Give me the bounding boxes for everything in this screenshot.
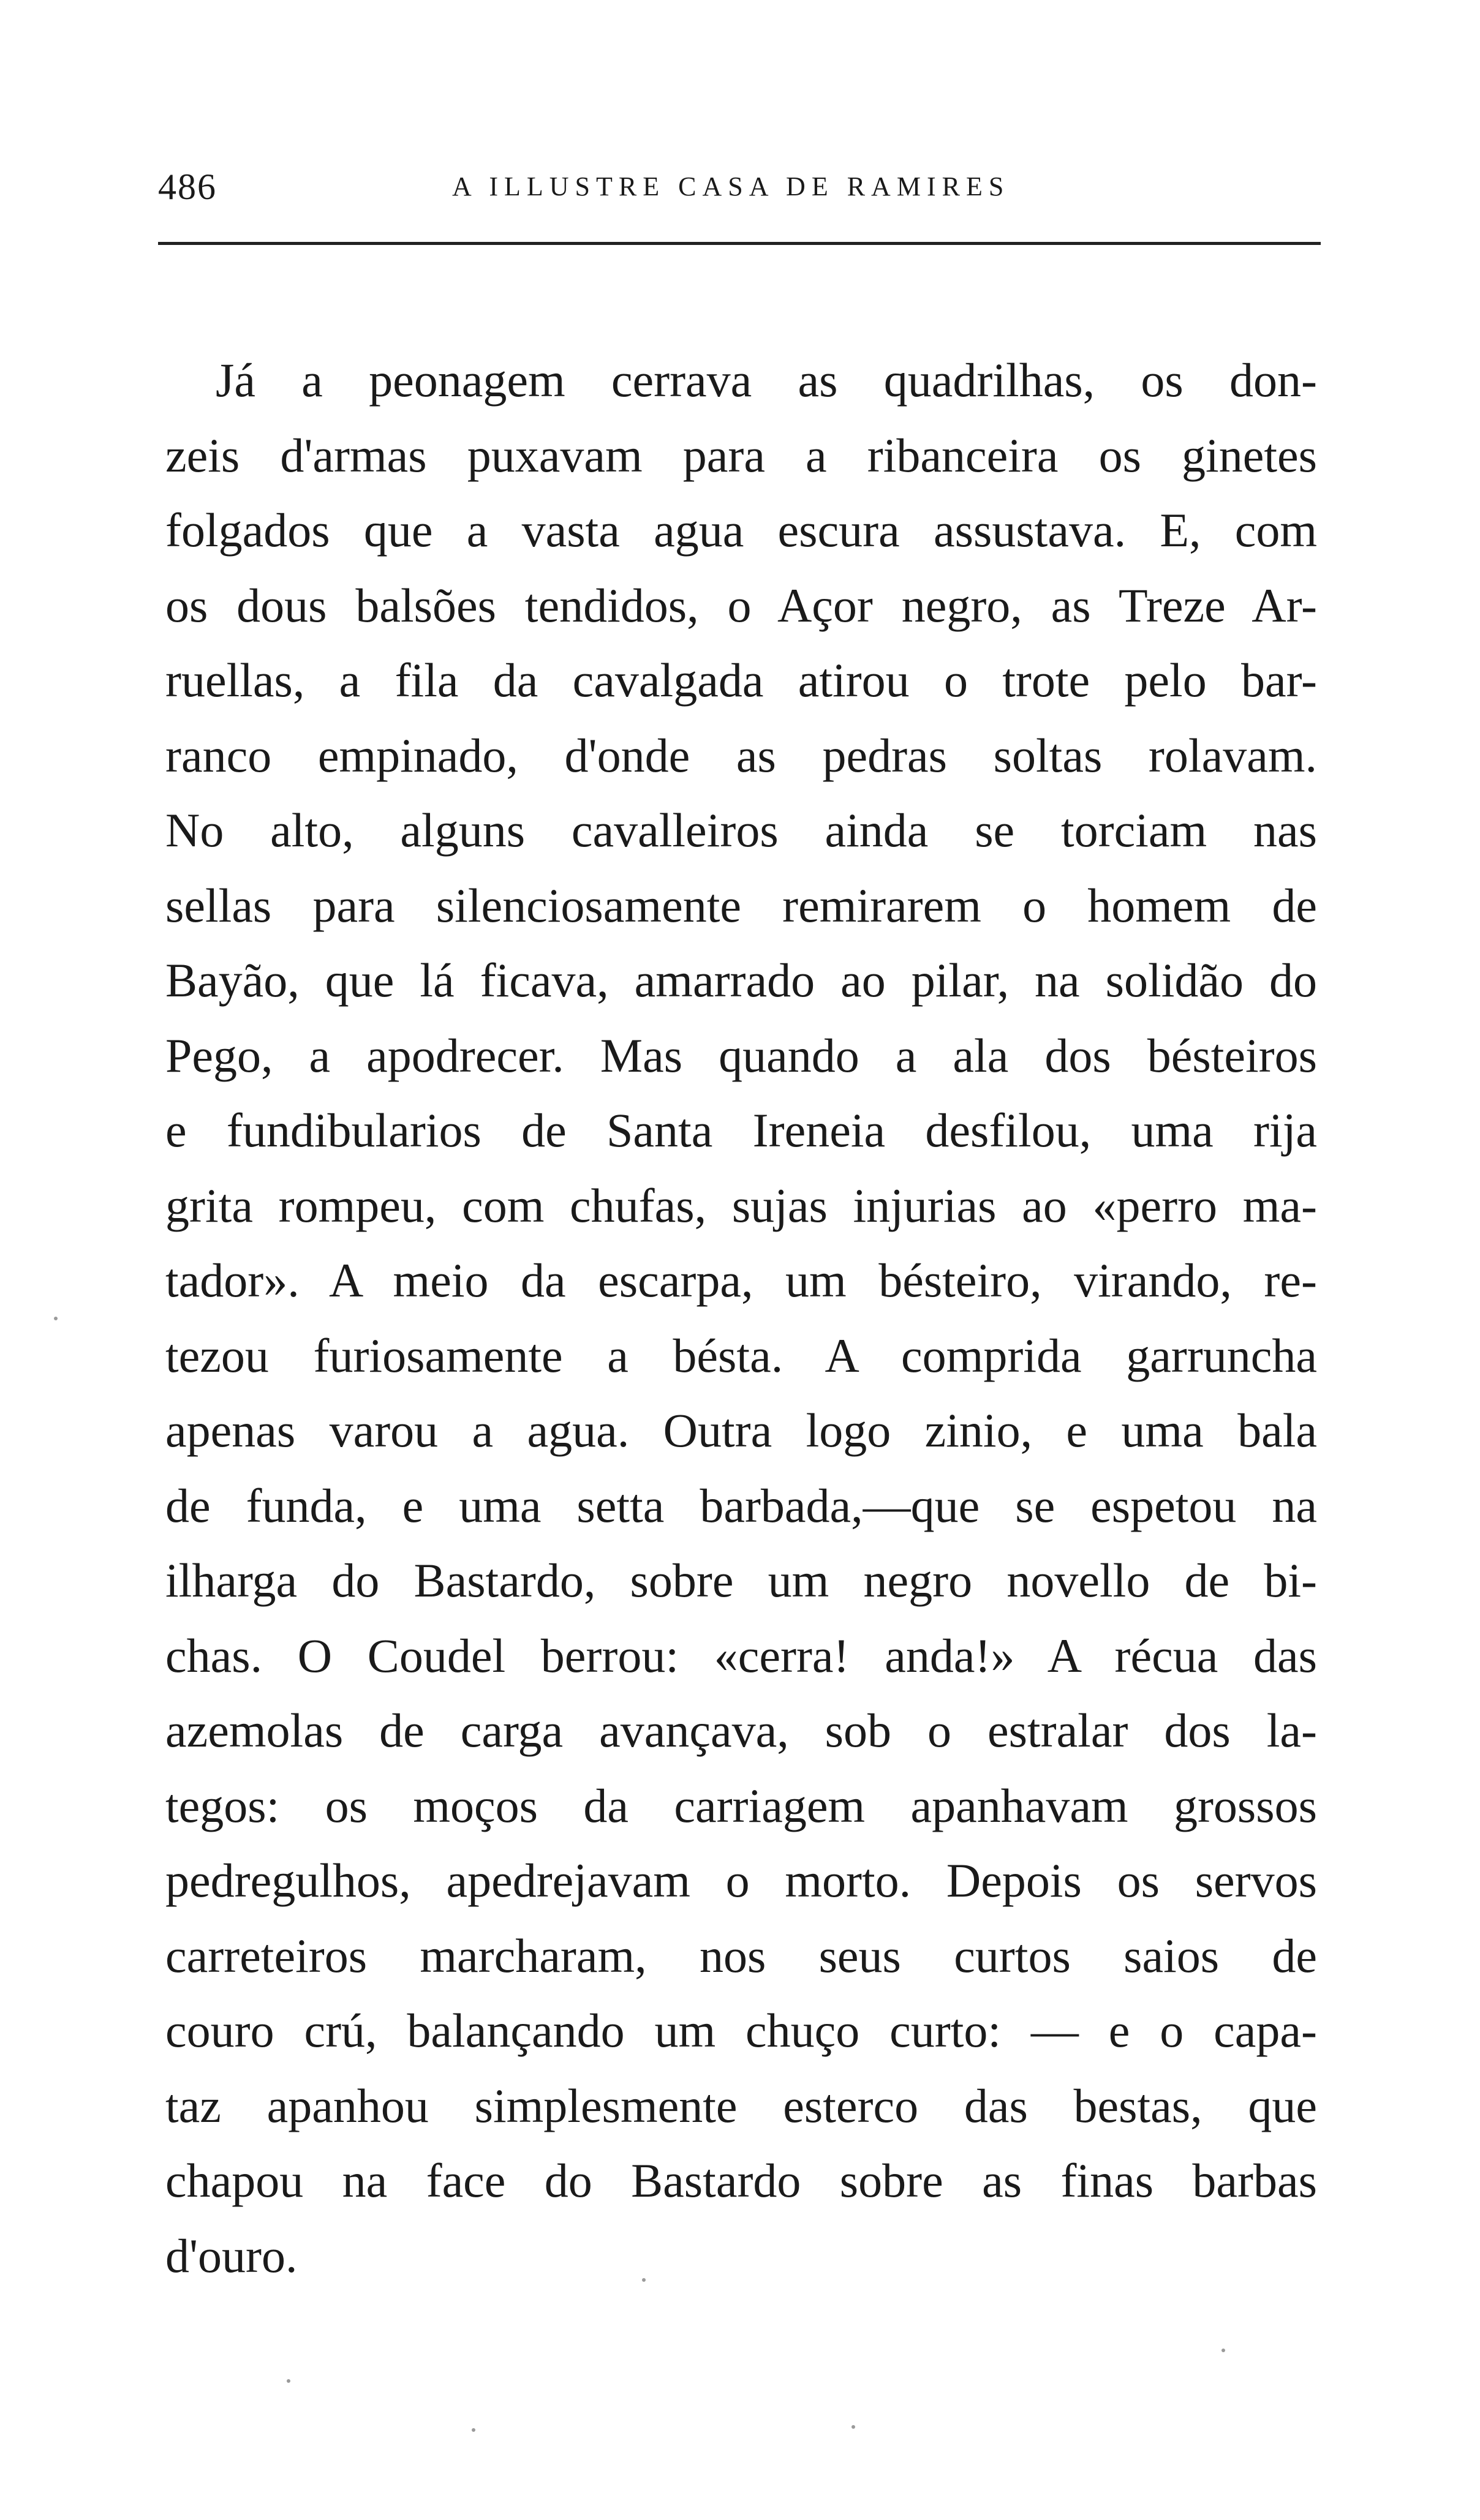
- text-line: couro crú, balançando um chuço curto: — e o capa-: [165, 2004, 1317, 2057]
- text-line: de funda, e uma setta barbada,—que se espetou na: [165, 1478, 1317, 1532]
- body-paragraph: [165, 343, 1317, 2293]
- print-speck: [472, 2428, 475, 2432]
- page-number: 486: [158, 167, 217, 207]
- text-line: tador». A meio da escarpa, um bésteiro, virando, re-: [165, 1254, 1317, 1307]
- text-line: d'ouro.: [165, 2229, 298, 2282]
- text-line: sellas para silenciosamente remirarem o homem de: [165, 878, 1317, 932]
- print-speck: [851, 2425, 855, 2429]
- running-head: [158, 153, 1322, 220]
- text-line: tegos: os moços da carriagem apanhavam grossos: [165, 1778, 1317, 1832]
- text-line: folgados que a vasta agua escura assustava. E, com: [165, 503, 1317, 557]
- text-line: os dous balsões tendidos, o Açor negro, as Treze Ar-: [165, 578, 1317, 632]
- text-line: azemolas de carga avançava, sob o estralar dos la-: [165, 1704, 1317, 1757]
- print-speck: [287, 2379, 290, 2383]
- text-line: Pego, a apodrecer. Mas quando a ala dos bésteiros: [165, 1028, 1317, 1082]
- text-line: e fundibularios de Santa Ireneia desfilou, uma rija: [165, 1104, 1317, 1157]
- text-line: tezou furiosamente a bésta. A comprida garruncha: [165, 1328, 1317, 1382]
- text-line: ruellas, a fila da cavalgada atirou o trote pelo bar-: [165, 653, 1317, 707]
- header-rule: [158, 242, 1321, 245]
- text-line: zeis d'armas puxavam para a ribanceira os ginetes: [165, 428, 1317, 482]
- print-speck: [54, 1317, 58, 1320]
- text-line: pedregulhos, apedrejavam o morto. Depois os servos: [165, 1854, 1317, 1907]
- text-line: No alto, alguns cavalleiros ainda se torciam nas: [165, 803, 1317, 857]
- print-speck: [642, 2278, 646, 2282]
- text-line: Já a peonagem cerrava as quadrilhas, os don-: [216, 353, 1317, 407]
- text-line: ranco empinado, d'onde as pedras soltas rolavam.: [165, 728, 1317, 782]
- print-speck: [1221, 2349, 1225, 2352]
- text-line: carreteiros marcharam, nos seus curtos saios de: [165, 1928, 1317, 1982]
- text-line: apenas varou a agua. Outra logo zinio, e uma bala: [165, 1404, 1317, 1457]
- text-line: chas. O Coudel berrou: «cerra! anda!» A récua das: [165, 1628, 1317, 1682]
- text-line: Bayão, que lá ficava, amarrado ao pilar, na solidão do: [165, 953, 1317, 1007]
- text-line: taz apanhou simplesmente esterco das bestas, que: [165, 2078, 1317, 2132]
- text-line: chapou na face do Bastardo sobre as finas barbas: [165, 2154, 1317, 2207]
- running-title: A ILLUSTRE CASA DE RAMIRES: [452, 171, 1010, 201]
- text-line: grita rompeu, com chufas, sujas injurias ao «perro ma-: [165, 1178, 1317, 1232]
- text-line: ilharga do Bastardo, sobre um negro novello de bi-: [165, 1554, 1317, 1607]
